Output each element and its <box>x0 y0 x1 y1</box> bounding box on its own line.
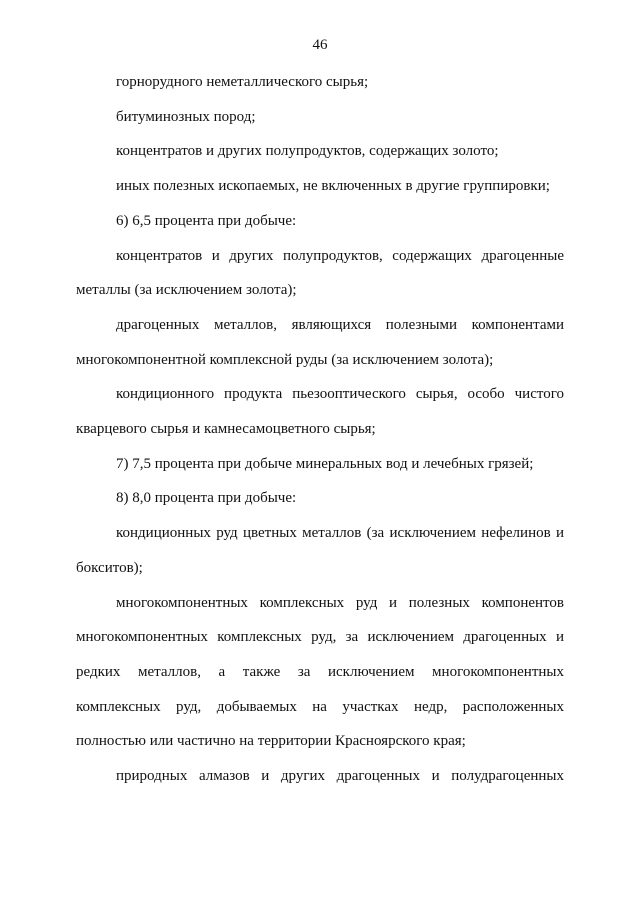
page-number: 46 <box>312 37 328 53</box>
paragraph: кондиционных руд цветных металлов (за исключением нефелинов и бокситов); <box>76 525 564 576</box>
paragraph: горнорудного неметаллического сырья; <box>116 74 369 90</box>
paragraph: кондиционного продукта пьезооптического сырья, особо чистого кварцевого сырья и камнесамоцветного сырья; <box>76 386 564 438</box>
paragraph: 8) 8,0 процента при добыче: <box>116 490 297 507</box>
document-body <box>76 65 564 794</box>
paragraph: природных алмазов и других драгоценных и полудрагоценных <box>116 768 564 785</box>
paragraph: концентратов и других полупродуктов, содержащих драгоценные металлы (за исключением золота); <box>76 247 564 299</box>
paragraph: концентратов и других полупродуктов, содержащих золото; <box>116 143 499 160</box>
paragraph: битуминозных пород; <box>116 108 256 125</box>
paragraph: 7) 7,5 процента при добыче минеральных вод и лечебных грязей; <box>116 455 534 472</box>
paragraph: многокомпонентных комплексных руд и полезных компонентов многокомпонентных комплексных руд, за исключением драгоценных и редких металлов, а также за исключением многокомпонентных комплексных руд, добываемых на участках недр, расположенных полностью или частично на территории Красноярского края; <box>76 594 564 750</box>
paragraph: 6) 6,5 процента при добыче: <box>116 212 297 229</box>
paragraph: иных полезных ископаемых, не включенных в другие группировки; <box>116 178 550 195</box>
paragraph: драгоценных металлов, являющихся полезными компонентами многокомпонентной комплексной руды (за исключением золота); <box>76 316 564 368</box>
